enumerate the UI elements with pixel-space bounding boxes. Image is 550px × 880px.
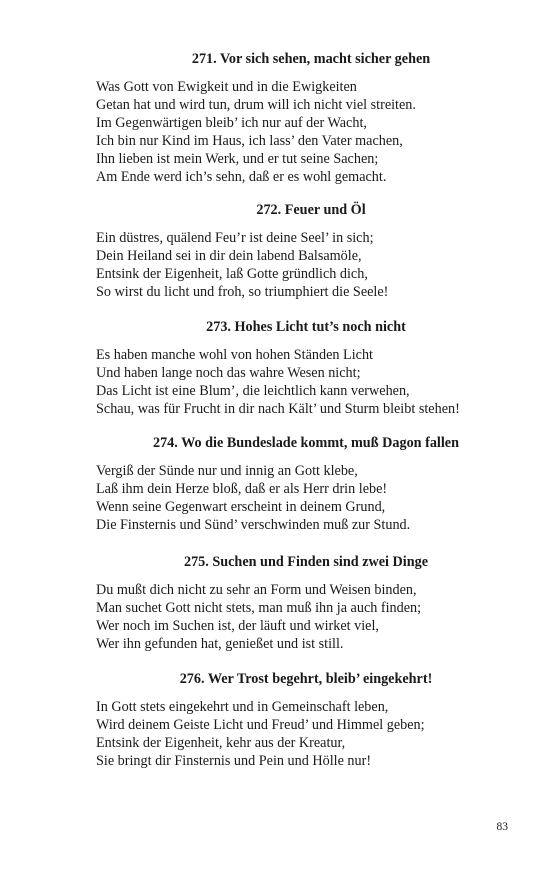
- page-number: 83: [496, 821, 508, 833]
- poem-title: 273. Hohes Licht tut’s noch nicht: [206, 319, 406, 335]
- poem-line: Das Licht ist eine Blum’, die leichtlich kann verwehen,: [96, 383, 410, 399]
- poem-line: Entsink der Eigenheit, laß Gotte gründlich dich,: [96, 266, 368, 282]
- poem-stanza: [96, 229, 516, 301]
- poem-line: Wer ihn gefunden hat, genießet und ist still.: [96, 636, 344, 652]
- poem-stanza: [96, 581, 516, 653]
- poem-line: Schau, was für Frucht in dir nach Kält’ und Sturm bleibt stehen!: [96, 401, 460, 417]
- poem-line: Ein düstres, quälend Feu’r ist deine Seel’ in sich;: [96, 230, 374, 246]
- poem-stanza: [96, 346, 516, 418]
- poem-line: Sie bringt dir Finsternis und Pein und Hölle nur!: [96, 753, 372, 769]
- poem-line: Getan hat und wird tun, drum will ich nicht viel streiten.: [96, 97, 416, 113]
- poem-line: Entsink der Eigenheit, kehr aus der Kreatur,: [96, 735, 346, 751]
- poem-273: [96, 318, 516, 418]
- poem-275: [96, 553, 516, 653]
- poem-line: Du mußt dich nicht zu sehr an Form und Weisen binden,: [96, 582, 417, 598]
- poem-line: Am Ende werd ich’s sehn, daß er es wohl gemacht.: [96, 169, 387, 185]
- poem-274: [96, 434, 516, 534]
- poem-title: 272. Feuer und Öl: [256, 202, 366, 218]
- poem-272: [96, 201, 516, 301]
- poem-line: Dein Heiland sei in dir dein labend Balsamöle,: [96, 248, 362, 264]
- poem-line: Man suchet Gott nicht stets, man muß ihn ja auch finden;: [96, 600, 422, 616]
- poem-stanza: [96, 698, 516, 770]
- poem-line: Vergiß der Sünde nur und innig an Gott klebe,: [96, 463, 358, 479]
- poem-line: Wer noch im Suchen ist, der läuft und wirket viel,: [96, 618, 379, 634]
- poem-title: 271. Vor sich sehen, macht sicher gehen: [191, 51, 431, 67]
- poem-title: 274. Wo die Bundeslade kommt, muß Dagon fallen: [152, 435, 459, 451]
- poem-line: Ich bin nur Kind im Haus, ich lass’ den Vater machen,: [96, 133, 403, 149]
- poem-line: Laß ihm dein Herze bloß, daß er als Herr drin lebe!: [96, 481, 388, 497]
- poem-271: [96, 50, 516, 186]
- poem-stanza: [96, 462, 516, 534]
- poem-line: Wird deinem Geiste Licht und Freud’ und Himmel geben;: [96, 717, 425, 733]
- poem-line: Es haben manche wohl von hohen Ständen Licht: [96, 347, 373, 363]
- poem-line: Die Finsternis und Sünd’ verschwinden muß zur Stund.: [96, 517, 411, 533]
- poem-title: 275. Suchen und Finden sind zwei Dinge: [183, 554, 428, 570]
- poem-276: [96, 670, 516, 770]
- poem-line: Im Gegenwärtigen bleib’ ich nur auf der Wacht,: [96, 115, 367, 131]
- poem-line: Und haben lange noch das wahre Wesen nicht;: [96, 365, 361, 381]
- poem-line: Ihn lieben ist mein Werk, und er tut seine Sachen;: [96, 151, 379, 167]
- poem-stanza: [96, 78, 516, 186]
- poem-line: So wirst du licht und froh, so triumphiert die Seele!: [96, 284, 389, 300]
- poem-title: 276. Wer Trost begehrt, bleib’ eingekehrt!: [179, 671, 433, 687]
- poem-line: Was Gott von Ewigkeit und in die Ewigkeiten: [96, 79, 357, 95]
- poem-line: In Gott stets eingekehrt und in Gemeinschaft leben,: [96, 699, 389, 715]
- poem-line: Wenn seine Gegenwart erscheint in deinem Grund,: [96, 499, 386, 515]
